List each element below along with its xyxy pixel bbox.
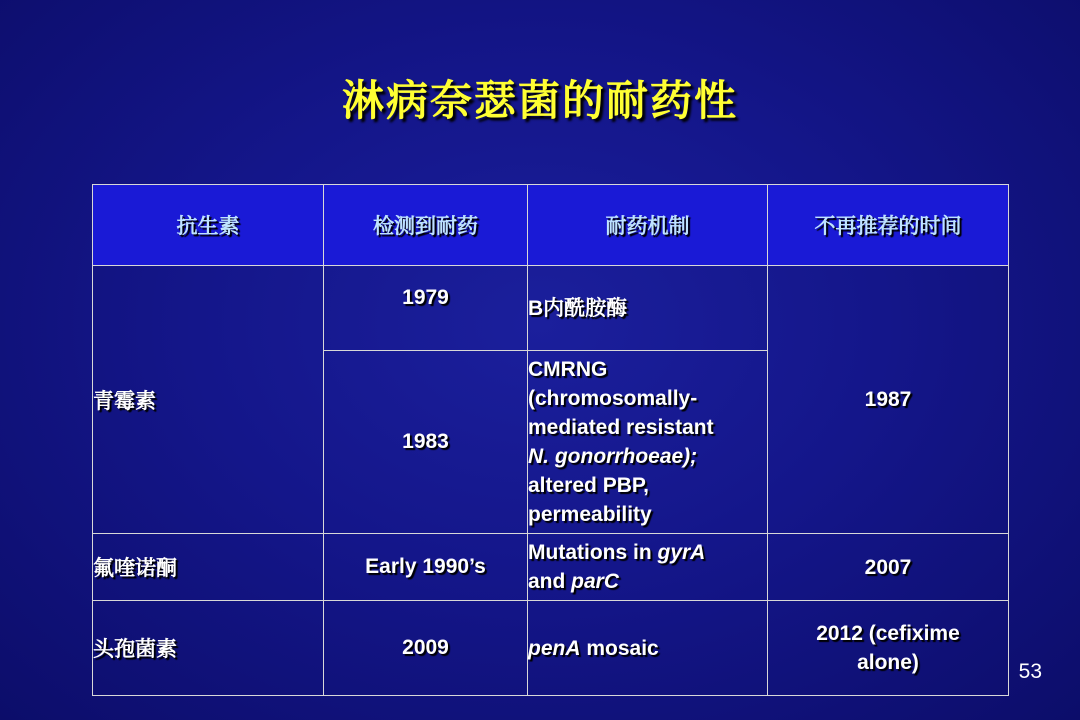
no-longer-fluoroquinolone: 2007: [768, 534, 1009, 601]
mechanism-text-line: (chromosomally-: [528, 387, 698, 410]
mechanism-text-line: N. gonorrhoeae);: [528, 445, 698, 468]
mechanism-cmrng: [528, 351, 768, 534]
mechanism-beta-lactamase: B内酰胺酶: [528, 266, 768, 351]
slide-title: 淋病奈瑟菌的耐药性: [341, 77, 738, 124]
table-row: [93, 534, 1009, 601]
table-row: [93, 266, 1009, 351]
mechanism-text-line: mediated resistant: [528, 416, 714, 439]
mechanism-mutations: [528, 534, 768, 601]
header-antibiotic: 抗生素: [93, 185, 324, 266]
gene-gyra: gyrA: [657, 541, 706, 564]
header-no-longer-recommended: 不再推荐的时间: [768, 185, 1009, 266]
gene-pena: penA: [528, 636, 581, 660]
drug-cephalosporin: 头孢菌素: [93, 601, 324, 696]
page-number: 53: [1018, 660, 1042, 683]
date-text-line: alone): [857, 651, 919, 674]
mechanism-text-line: [528, 538, 767, 567]
no-longer-cephalosporin: [768, 601, 1009, 696]
mechanism-text-line: [528, 567, 767, 596]
date-text-line: 2012 (cefixime: [816, 622, 960, 645]
table-header-row: [93, 185, 1009, 266]
no-longer-penicillin: 1987: [768, 266, 1009, 534]
year-1983: 1983: [324, 351, 528, 534]
year-2009: 2009: [324, 601, 528, 696]
gene-parc: parC: [571, 570, 620, 593]
mechanism-text-line: altered PBP,: [528, 474, 650, 497]
drug-fluoroquinolone: 氟喹诺酮: [93, 534, 324, 601]
mechanism-text: mosaic: [580, 636, 659, 660]
year-1979: 1979: [324, 266, 528, 351]
mechanism-text-line: permeability: [528, 503, 652, 526]
header-mechanism: 耐药机制: [528, 185, 768, 266]
mechanism-text: and: [528, 570, 572, 593]
mechanism-pena-mosaic: [528, 601, 768, 696]
header-resistance-detected: 检测到耐药: [324, 185, 528, 266]
resistance-table: [92, 184, 1009, 696]
year-early-1990s: Early 1990’s: [324, 534, 528, 601]
table-row: [93, 601, 1009, 696]
mechanism-text: Mutations in: [528, 541, 658, 564]
drug-penicillin: 青霉素: [93, 266, 324, 534]
mechanism-text-line: CMRNG: [528, 358, 608, 381]
